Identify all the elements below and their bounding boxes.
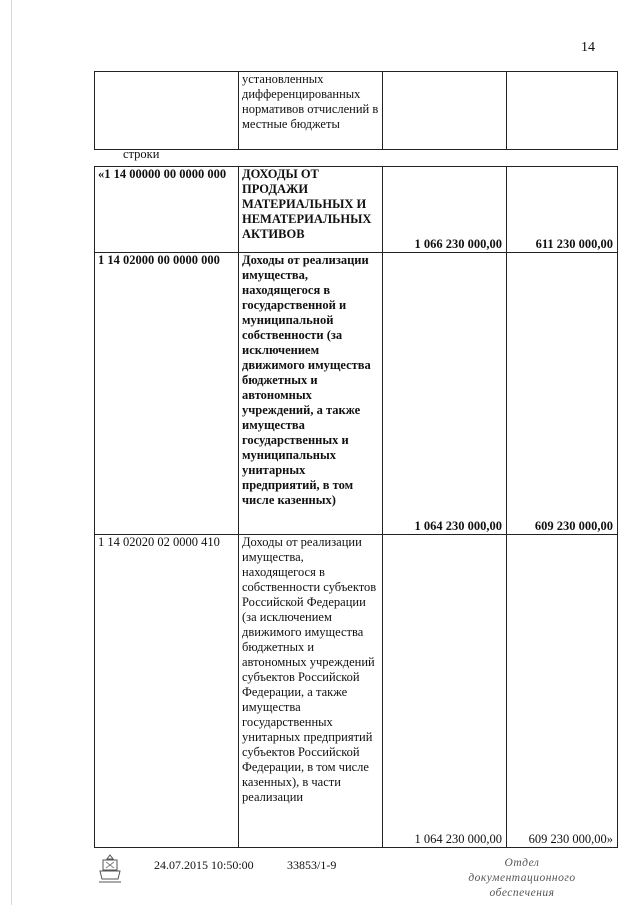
value1-cell: 1 066 230 000,00 [383, 167, 507, 253]
page-number: 14 [581, 40, 595, 55]
value2-cell [507, 72, 618, 150]
coat-of-arms-icon [97, 853, 123, 885]
table-row [95, 253, 618, 535]
value1-cell [383, 72, 507, 150]
value1-cell: 1 064 230 000,00 [383, 535, 507, 848]
code-cell: 1 14 02000 00 0000 000 [95, 253, 239, 535]
footer-doc-number: 33853/1-9 [287, 858, 337, 872]
table-row [95, 167, 618, 253]
value1-cell: 1 064 230 000,00 [383, 253, 507, 535]
code-cell [95, 72, 239, 150]
code-cell: 1 14 02020 02 0000 410 [95, 535, 239, 848]
code-cell: «1 14 00000 00 0000 000 [95, 167, 239, 253]
scan-edge-line [11, 0, 12, 905]
name-cell: Доходы от реализации имущества, находящегося в собственности субъектов Российской Федерации (за исключением движимого имущества бюджетных и автономных учреждений субъектов Российской Федерации, а также имущества государственных унитарных предприятий субъектов Российской Федерации, в том числе казенных), в части реализации [239, 535, 383, 848]
table-row [95, 535, 618, 848]
revenue-table [94, 71, 618, 848]
footer-datetime: 24.07.2015 10:50:00 [154, 858, 254, 872]
stroki-label: строки [123, 147, 160, 161]
name-cell: Доходы от реализации имущества, находящегося в государственной и муниципальной собственности (за исключением движимого имущества бюджетных и автономных учреждений, а также имущества государственных и муниципальных унитарных предприятий, в том числе казенных) [239, 253, 383, 535]
continuation-cell: установленных дифференцированных нормативов отчислений в местные бюджеты [239, 72, 383, 150]
value2-cell: 609 230 000,00» [507, 535, 618, 848]
value2-cell: 611 230 000,00 [507, 167, 618, 253]
table-row [95, 72, 618, 150]
name-cell: ДОХОДЫ ОТ ПРОДАЖИ МАТЕРИАЛЬНЫХ И НЕМАТЕРИАЛЬНЫХ АКТИВОВ [239, 167, 383, 253]
value2-cell: 609 230 000,00 [507, 253, 618, 535]
department-stamp: Отдел документационного обеспечения [468, 857, 576, 899]
